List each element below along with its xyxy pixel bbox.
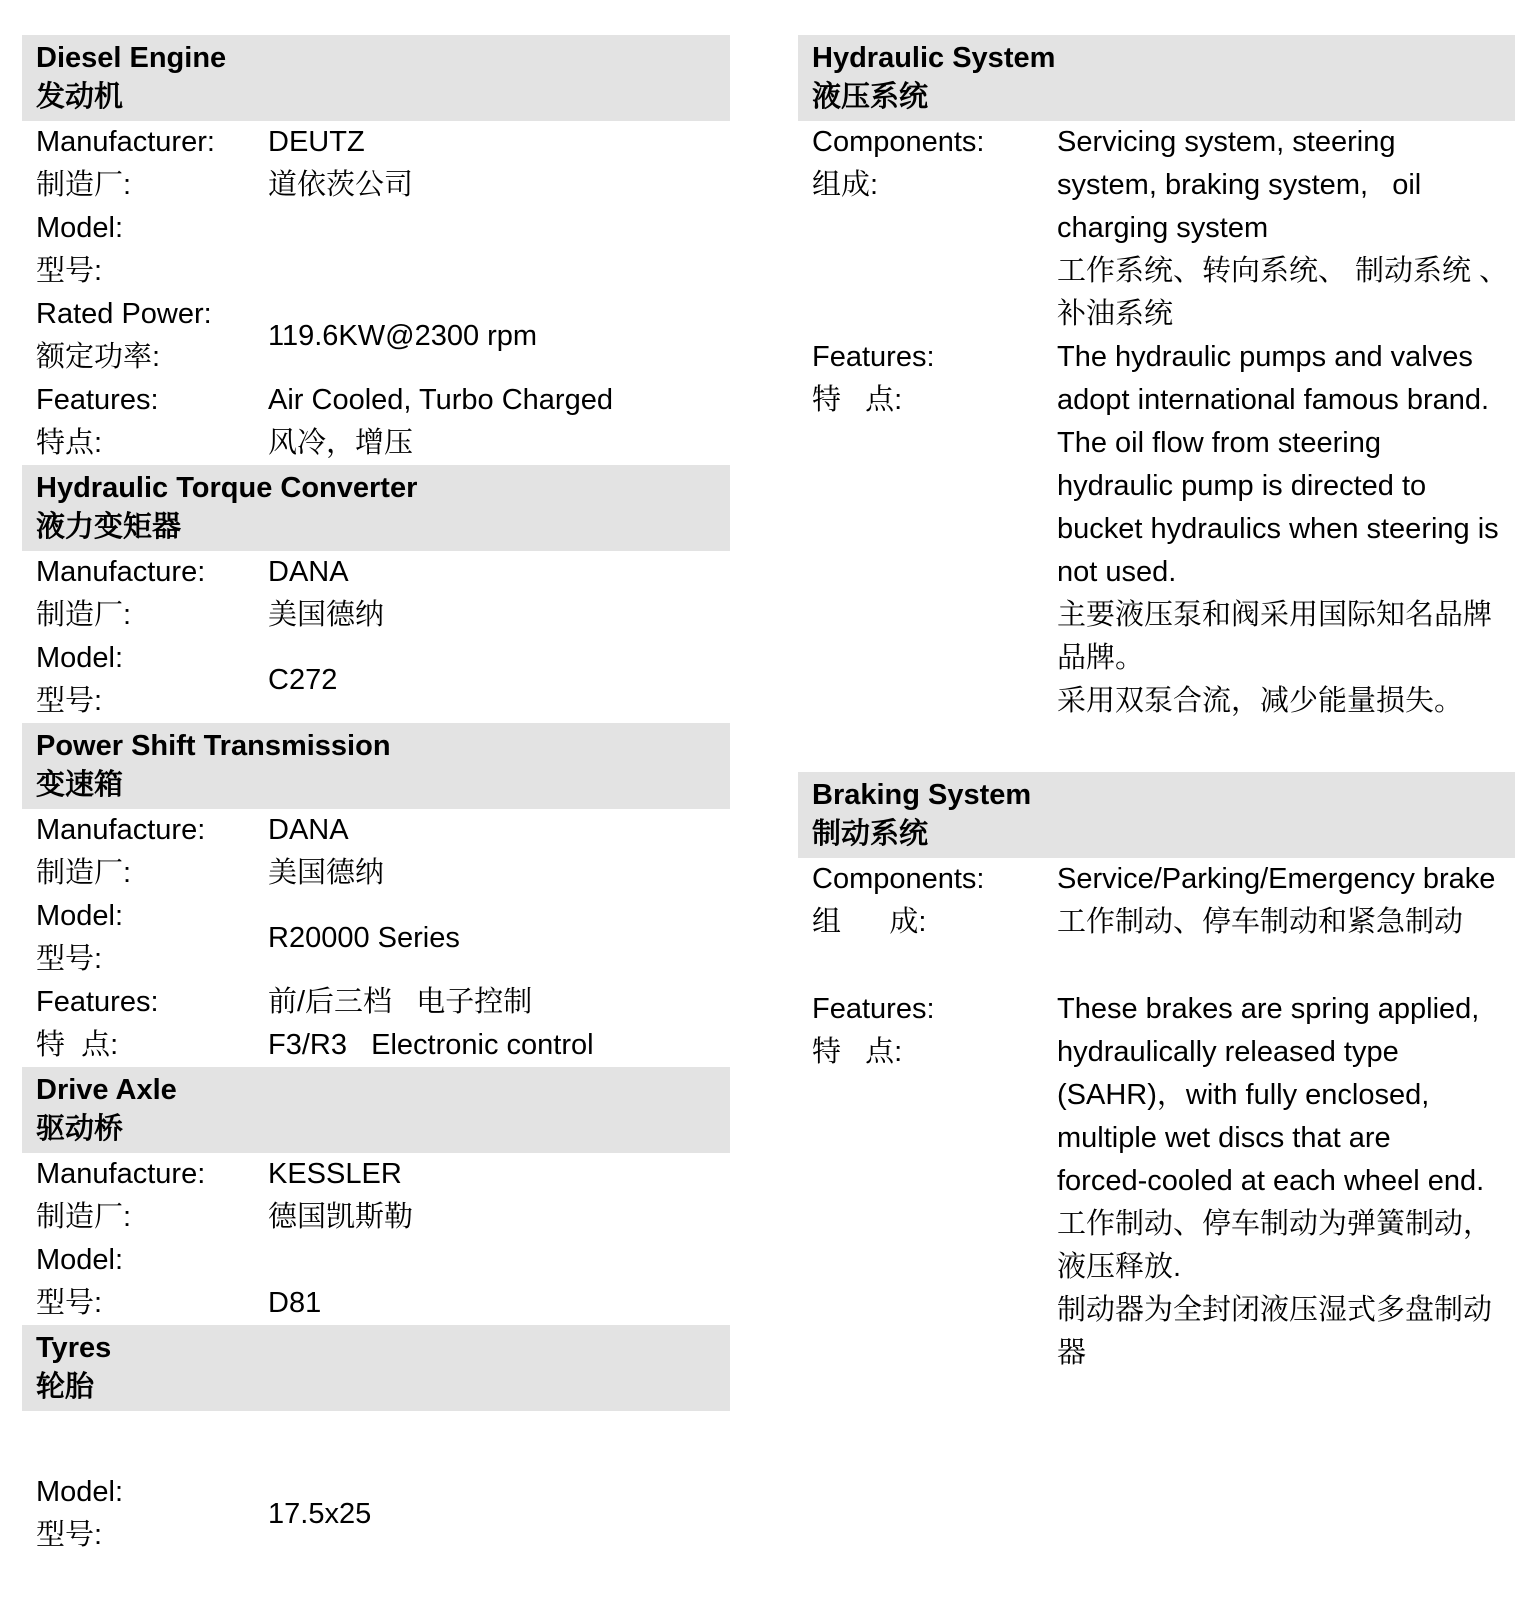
spec-label: 特点: <box>36 427 103 459</box>
spec-label-spacer <box>812 508 1057 551</box>
section-power-shift-transmission <box>22 723 730 1067</box>
spec-label: 组成: <box>812 169 879 201</box>
spec-entry <box>22 121 730 207</box>
spec-value <box>268 250 730 293</box>
spec-label: 组 成: <box>812 906 927 938</box>
spec-value: Servicing system, steering <box>1057 126 1396 158</box>
spec-entry <box>22 1471 730 1557</box>
spec-value: DEUTZ <box>268 126 365 158</box>
section-header-diesel-engine <box>22 35 730 121</box>
spec-label: 型号: <box>36 685 103 717</box>
spec-values <box>268 121 730 207</box>
spec-value: 17.5x25 <box>268 1497 372 1530</box>
spec-label: 型号: <box>36 1287 103 1319</box>
spec-label: Model: <box>36 900 124 932</box>
spec-value: The oil flow from steering <box>1057 427 1381 459</box>
spec-label: 制造厂: <box>36 599 132 631</box>
spec-value: multiple wet discs that are <box>1057 1122 1391 1154</box>
spec-value: DANA <box>268 556 349 588</box>
spec-value: (SAHR)，with fully enclosed, <box>1057 1079 1430 1111</box>
spec-labels <box>22 1471 268 1557</box>
spec-value: bucket hydraulics when steering is <box>1057 513 1499 545</box>
spec-value: not used. <box>1057 556 1177 588</box>
spec-labels <box>22 293 268 379</box>
section-header-hydraulic-system <box>798 35 1515 121</box>
spec-label: Components: <box>812 126 985 158</box>
spec-value: These brakes are spring applied, <box>1057 993 1480 1025</box>
spec-label: Model: <box>36 642 124 674</box>
section-title-zh: 发动机 <box>36 81 124 113</box>
section-title-en: Drive Axle <box>36 1074 177 1106</box>
spec-label: 型号: <box>36 943 103 975</box>
spec-labels <box>22 207 268 293</box>
spec-label-spacer <box>812 1117 1057 1160</box>
spec-entry <box>22 1153 730 1239</box>
spec-value <box>268 1239 730 1282</box>
spec-label: 额定功率: <box>36 341 161 373</box>
spec-value: 119.6KW@2300 rpm <box>268 319 538 352</box>
spec-entry <box>22 207 730 293</box>
spec-label-spacer <box>812 1289 1057 1332</box>
spec-value: hydraulically released type <box>1057 1036 1399 1068</box>
spec-label: Model: <box>36 212 124 244</box>
spec-values <box>268 293 730 379</box>
spec-entry <box>22 981 730 1067</box>
spec-label-spacer <box>812 465 1057 508</box>
spec-label: Features: <box>36 986 159 1018</box>
spec-entry <box>22 293 730 379</box>
column-left <box>22 35 730 1557</box>
spec-label-spacer <box>812 637 1057 680</box>
spec-label: Manufacturer: <box>36 126 215 158</box>
spec-value: 工作制动、停车制动和紧急制动 <box>1057 906 1464 938</box>
spec-label: Components: <box>812 863 985 895</box>
spec-values <box>1057 336 1515 723</box>
section-title-en: Hydraulic Torque Converter <box>36 472 418 504</box>
spec-label-spacer <box>812 551 1057 594</box>
spec-label: Manufacture: <box>36 1158 206 1190</box>
spec-values <box>268 637 730 723</box>
spec-values <box>268 551 730 637</box>
spec-entry <box>798 121 1515 336</box>
spec-value: Service/Parking/Emergency brake <box>1057 863 1496 895</box>
spec-values <box>268 1153 730 1239</box>
spec-labels <box>798 121 1057 336</box>
spec-label: Model: <box>36 1476 124 1508</box>
spec-labels <box>22 809 268 895</box>
spec-labels <box>22 379 268 465</box>
section-title-zh: 液力变矩器 <box>36 511 182 543</box>
spec-value: 补油系统 <box>1057 298 1174 330</box>
spec-labels <box>22 637 268 723</box>
spec-entry <box>22 1239 730 1325</box>
section-header-power-shift-transmission <box>22 723 730 809</box>
spec-values <box>268 895 730 981</box>
spec-values <box>268 981 730 1067</box>
spec-label: Manufacture: <box>36 814 206 846</box>
section-title-zh: 驱动桥 <box>36 1113 124 1145</box>
spec-values <box>1057 988 1515 1375</box>
spec-labels <box>22 551 268 637</box>
spec-value: 前/后三档 电子控制 <box>268 986 533 1018</box>
section-header-hydraulic-torque-converter <box>22 465 730 551</box>
spec-label-spacer <box>812 1160 1057 1203</box>
spec-value: The hydraulic pumps and valves <box>1057 341 1473 373</box>
section-title-zh: 轮胎 <box>36 1371 95 1403</box>
spec-value: D81 <box>268 1287 322 1319</box>
spec-value: KESSLER <box>268 1158 402 1190</box>
spec-entry <box>798 336 1515 723</box>
spec-value: 德国凯斯勒 <box>268 1201 414 1233</box>
spec-label: 特 点: <box>812 1036 903 1068</box>
spec-label: 制造厂: <box>36 1201 132 1233</box>
section-title-zh: 制动系统 <box>812 818 929 850</box>
spec-value: 风冷，增压 <box>268 427 414 459</box>
spec-value <box>268 207 730 250</box>
spec-label-spacer <box>812 594 1057 637</box>
spec-value: 主要液压泵和阀采用国际知名品牌 <box>1057 599 1493 631</box>
spec-label-spacer <box>812 250 1057 293</box>
spec-label: Features: <box>812 993 935 1025</box>
spec-label: Rated Power: <box>36 298 212 330</box>
spec-value: F3/R3 Electronic control <box>268 1029 594 1061</box>
spec-labels <box>798 988 1057 1375</box>
spec-label-spacer <box>812 207 1057 250</box>
section-header-braking-system <box>798 772 1515 858</box>
spec-value: 器 <box>1057 1337 1087 1369</box>
spec-label-spacer <box>812 1203 1057 1246</box>
spec-value: 道依茨公司 <box>268 169 414 201</box>
spec-label: 特 点: <box>812 384 903 416</box>
spec-labels <box>22 981 268 1067</box>
spec-label: 型号: <box>36 1519 103 1551</box>
spec-value: hydraulic pump is directed to <box>1057 470 1427 502</box>
section-tyres <box>22 1325 730 1557</box>
spec-entry <box>22 895 730 981</box>
spec-value: 美国德纳 <box>268 857 385 889</box>
spec-entry <box>22 637 730 723</box>
spec-value: forced-cooled at each wheel end. <box>1057 1165 1485 1197</box>
section-title-en: Power Shift Transmission <box>36 730 391 762</box>
spec-labels <box>798 858 1057 944</box>
spec-values <box>268 207 730 293</box>
spec-value: Air Cooled, Turbo Charged <box>268 384 613 416</box>
spec-label: Features: <box>36 384 159 416</box>
spec-entry <box>798 858 1515 944</box>
spec-value: 工作系统、转向系统、 制动系统 、 <box>1057 255 1509 287</box>
spec-labels <box>22 1153 268 1239</box>
spec-labels <box>798 336 1057 723</box>
spec-value: DANA <box>268 814 349 846</box>
spec-label: Features: <box>812 341 935 373</box>
spec-values <box>1057 858 1515 944</box>
spec-label-spacer <box>812 1074 1057 1117</box>
spec-values <box>268 379 730 465</box>
spec-entry <box>22 551 730 637</box>
spec-value: 品牌。 <box>1057 642 1145 674</box>
spec-label: 型号: <box>36 255 103 287</box>
spec-labels <box>22 895 268 981</box>
spec-values <box>268 1471 730 1557</box>
spec-label: 制造厂: <box>36 169 132 201</box>
spec-value: 制动器为全封闭液压湿式多盘制动 <box>1057 1294 1493 1326</box>
section-hydraulic-torque-converter <box>22 465 730 723</box>
section-title-en: Diesel Engine <box>36 42 227 74</box>
spec-values <box>268 809 730 895</box>
spec-entry <box>22 379 730 465</box>
spec-labels <box>22 1239 268 1325</box>
spec-label-spacer <box>812 1332 1057 1375</box>
section-title-en: Braking System <box>812 779 1032 811</box>
spec-entry <box>22 809 730 895</box>
section-header-drive-axle <box>22 1067 730 1153</box>
spec-label-spacer <box>812 1246 1057 1289</box>
section-drive-axle <box>22 1067 730 1325</box>
spec-values <box>268 1239 730 1325</box>
spec-value: 工作制动、停车制动为弹簧制动， <box>1057 1208 1493 1240</box>
spec-value: 液压释放. <box>1057 1251 1182 1283</box>
section-title-en: Tyres <box>36 1332 112 1364</box>
spec-labels <box>22 121 268 207</box>
section-header-tyres <box>22 1325 730 1411</box>
spec-label: 特 点: <box>36 1029 119 1061</box>
spec-value: adopt international famous brand. <box>1057 384 1490 416</box>
spec-value: C272 <box>268 663 338 696</box>
column-right <box>798 35 1515 1375</box>
spec-entry <box>798 988 1515 1375</box>
section-title-en: Hydraulic System <box>812 42 1056 74</box>
spec-values <box>1057 121 1515 336</box>
spec-label-spacer <box>812 293 1057 336</box>
spec-value: charging system <box>1057 212 1269 244</box>
spec-label-spacer <box>812 422 1057 465</box>
spec-label: 制造厂: <box>36 857 132 889</box>
spec-label-spacer <box>812 680 1057 723</box>
section-hydraulic-system <box>798 35 1515 723</box>
section-braking-system <box>798 772 1515 1375</box>
spec-value: 美国德纳 <box>268 599 385 631</box>
section-diesel-engine <box>22 35 730 465</box>
spec-value: 采用双泵合流，减少能量损失。 <box>1057 685 1464 717</box>
spec-value: R20000 Series <box>268 921 460 954</box>
spec-value: system, braking system, oil <box>1057 169 1422 201</box>
section-title-zh: 变速箱 <box>36 769 124 801</box>
section-title-zh: 液压系统 <box>812 81 929 113</box>
spec-label: Manufacture: <box>36 556 206 588</box>
spec-label: Model: <box>36 1244 124 1276</box>
